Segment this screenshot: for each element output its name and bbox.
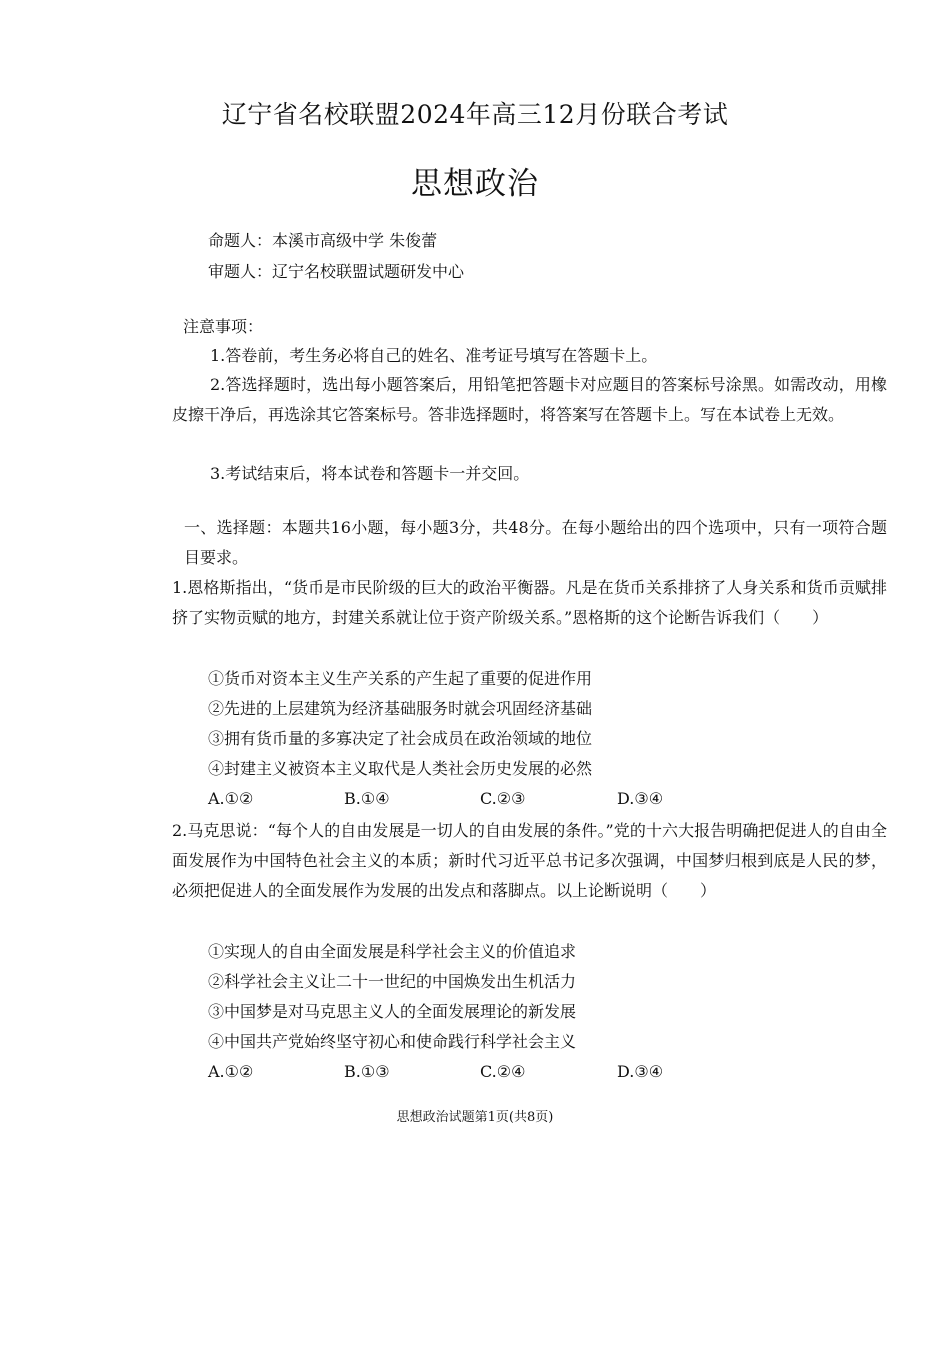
statement: ①实现人的自由全面发展是科学社会主义的价值追求 bbox=[208, 942, 577, 961]
choice-c: C.②③ bbox=[480, 789, 526, 808]
reviewer-line: 审题人：辽宁名校联盟试题研发中心 bbox=[208, 262, 465, 281]
question-1-choices bbox=[208, 784, 808, 814]
choice-c: C.②④ bbox=[480, 1062, 526, 1081]
notice-item-1: 1.答卷前，考生务必将自己的姓名、准考证号填写在答题卡上。 bbox=[210, 346, 658, 365]
question-2-stem: 2.马克思说：“每个人的自由发展是一切人的自由发展的条件。”党的十六大报告明确把促进人的自由全面发展作为中国特色社会主义的本质；新时代习近平总书记多次强调，中国梦归根到底是人民的梦，必须把促进人的全面发展作为发展的出发点和落脚点。以上论断说明（ ） bbox=[172, 821, 887, 900]
choice-d: D.③④ bbox=[617, 789, 664, 808]
notice-item-2: 2.答选择题时，选出每小题答案后，用铅笔把答题卡对应题目的答案标号涂黑。如需改动，用橡皮擦干净后，再选涂其它答案标号。答非选择题时，将答案写在答题卡上。写在本试卷上无效。 bbox=[172, 375, 887, 424]
page-footer: 思想政治试题第1页(共8页) bbox=[396, 1110, 554, 1125]
statement: ①货币对资本主义生产关系的产生起了重要的促进作用 bbox=[208, 669, 593, 688]
notice-heading: 注意事项： bbox=[183, 317, 264, 336]
notice-item-3: 3.考试结束后，将本试卷和答题卡一并交回。 bbox=[210, 464, 530, 483]
choice-b: B.①④ bbox=[344, 789, 390, 808]
question-2-choices bbox=[208, 1057, 808, 1087]
choice-a: A.①② bbox=[208, 789, 254, 808]
choice-b: B.①③ bbox=[344, 1062, 390, 1081]
section-heading: 一、选择题：本题共16小题，每小题3分，共48分。在每小题给出的四个选项中，只有一项符合题目要求。 bbox=[184, 518, 887, 567]
statement: ④封建主义被资本主义取代是人类社会历史发展的必然 bbox=[208, 759, 593, 778]
subject-title: 思想政治 bbox=[411, 166, 539, 202]
question-1-statements bbox=[208, 664, 592, 784]
choice-d: D.③④ bbox=[617, 1062, 664, 1081]
exam-title: 辽宁省名校联盟2024年高三12月份联合考试 bbox=[221, 100, 729, 129]
author-line: 命题人：本溪市高级中学 朱俊蕾 bbox=[208, 231, 438, 250]
question-2-statements bbox=[208, 937, 576, 1057]
statement: ④中国共产党始终坚守初心和使命践行科学社会主义 bbox=[208, 1032, 577, 1051]
statement: ②先进的上层建筑为经济基础服务时就会巩固经济基础 bbox=[208, 699, 593, 718]
choice-a: A.①② bbox=[208, 1062, 254, 1081]
statement: ②科学社会主义让二十一世纪的中国焕发出生机活力 bbox=[208, 972, 577, 991]
question-1-stem: 1.恩格斯指出，“货币是市民阶级的巨大的政治平衡器。凡是在货币关系排挤了人身关系和货币贡赋排挤了实物贡赋的地方，封建关系就让位于资产阶级关系。”恩格斯的这个论断告诉我们（ ） bbox=[172, 578, 887, 627]
statement: ③拥有货币量的多寡决定了社会成员在政治领域的地位 bbox=[208, 729, 593, 748]
statement: ③中国梦是对马克思主义人的全面发展理论的新发展 bbox=[208, 1002, 577, 1021]
